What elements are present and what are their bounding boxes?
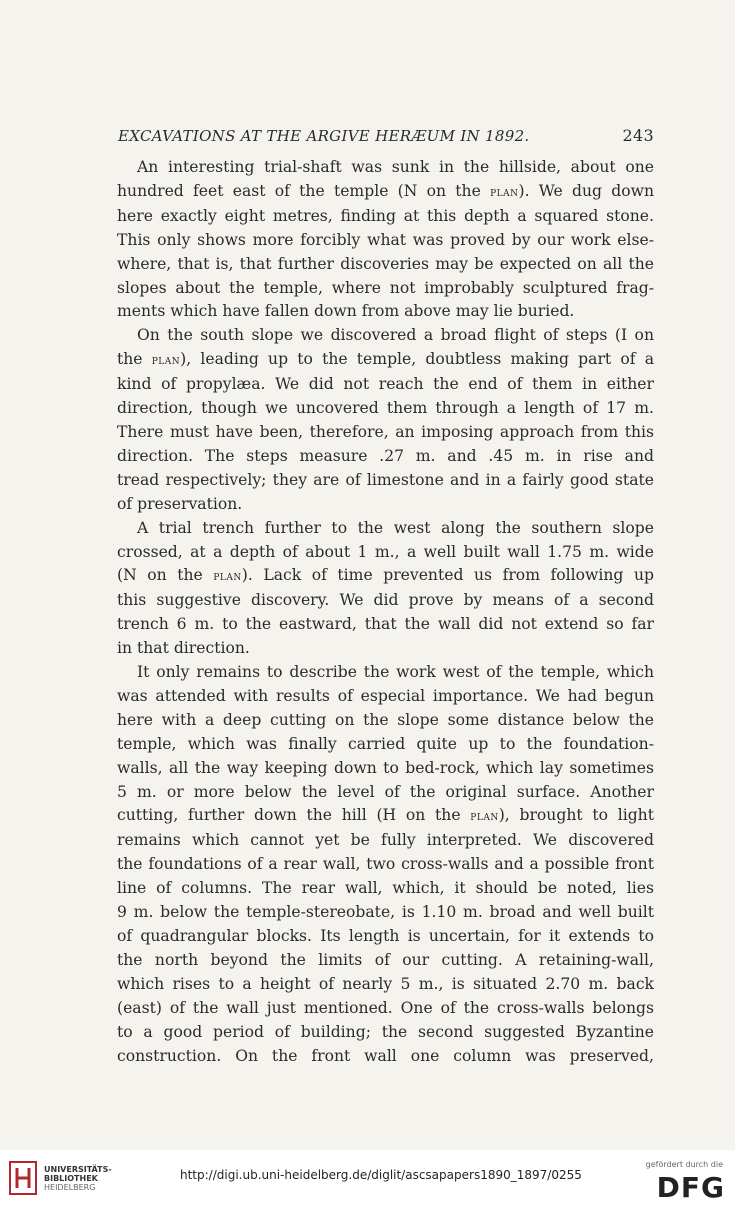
text-line: ments which have fallen down from above may lie buried.: [117, 302, 575, 321]
text-line: An interesting trial-shaft was sunk in the hillside, about one: [137, 158, 654, 176]
text-line: which rises to a height of nearly 5 m., is situated 2.70 m. back: [117, 974, 654, 993]
text-line: hundred feet east of the temple (N on the plan). We dug down: [117, 181, 654, 200]
text-line: to a good period of building; the second suggested Byzantine: [117, 1022, 654, 1041]
plan-reference: plan: [470, 809, 499, 825]
text-line: (east) of the wall just mentioned. One of the cross-walls belongs: [117, 998, 654, 1017]
text-line: (N on the plan). Lack of time prevented us from following up: [117, 566, 654, 585]
plan-reference: plan: [213, 569, 242, 585]
text-line: line of columns. The rear wall, which, it should be noted, lies: [117, 879, 654, 898]
text-line: 5 m. or more below the level of the original surface. Another: [117, 782, 654, 801]
paragraph-2: [117, 324, 654, 516]
text-line: trench 6 m. to the eastward, that the wall did not extend so far: [117, 615, 654, 634]
text-line: in that direction.: [117, 639, 250, 658]
text-line: construction. On the front wall one column was preserved,: [117, 1046, 654, 1065]
text-line: tread respectively; they are of limestone and in a fairly good state: [117, 470, 654, 489]
text-line: where, that is, that further discoveries may be expected on all the: [117, 254, 654, 273]
text-line: temple, which was finally carried quite up to the foundation-: [117, 734, 654, 753]
text-line: walls, all the way keeping down to bed-rock, which lay sometimes: [117, 758, 654, 777]
text-line: was attended with results of especial importance. We had begun: [117, 686, 654, 705]
text-line: kind of propylæa. We did not reach the end of them in either: [117, 375, 654, 394]
text-line: On the south slope we discovered a broad flight of steps (I on: [137, 326, 654, 345]
paragraph-3: [117, 517, 654, 661]
dfg-logo[interactable]: DFG: [656, 1171, 725, 1204]
text-line: slopes about the temple, where not improbably sculptured frag-: [117, 278, 654, 297]
text-line: 9 m. below the temple-stereobate, is 1.10 m. broad and well built: [117, 903, 654, 922]
body-text: [117, 156, 654, 1068]
text-line: the foundations of a rear wall, two cross-walls and a possible front: [117, 855, 654, 874]
text-line: remains which cannot yet be fully interpreted. We discovered: [117, 831, 654, 850]
text-line: this suggestive discovery. We did prove by means of a second: [117, 591, 654, 610]
running-header: [118, 126, 654, 152]
university-library-logo-icon: [8, 1160, 38, 1196]
text-line: A trial trench further to the west along the southern slope: [137, 518, 654, 537]
text-line: the north beyond the limits of our cutting. A retaining-wall,: [117, 950, 654, 969]
text-line: crossed, at a depth of about 1 m., a well built wall 1.75 m. wide: [117, 542, 654, 561]
text-line: of preservation.: [117, 494, 243, 513]
plan-reference: plan: [151, 353, 181, 369]
text-line: This only shows more forcibly what was proved by our work else-: [117, 230, 654, 249]
plan-reference: plan: [490, 184, 519, 200]
viewer-footer: [0, 1150, 735, 1206]
text-line: There must have been, therefore, an imposing approach from this: [117, 422, 654, 441]
text-line: cutting, further down the hill (H on the plan), brought to light: [117, 806, 654, 825]
text-line: here with a deep cutting on the slope some distance below the: [117, 710, 654, 729]
running-title: EXCAVATIONS AT THE ARGIVE HERÆUM IN 1892.: [118, 127, 530, 145]
permalink-url[interactable]: http://digi.ub.uni-heidelberg.de/diglit/ascsapapers1890_1897/0255: [180, 1168, 582, 1182]
text-line: of quadrangular blocks. Its length is uncertain, for it extends to: [117, 927, 654, 945]
text-line: the plan), leading up to the temple, doubtless making part of a: [117, 350, 654, 369]
text-line: direction. The steps measure .27 m. and .45 m. in rise and: [117, 446, 654, 465]
library-name[interactable]: UNIVERSITÄTS- BIBLIOTHEK HEIDELBERG: [44, 1165, 112, 1192]
text-line: here exactly eight metres, finding at this depth a squared stone.: [117, 206, 654, 225]
text-line: direction, though we uncovered them through a length of 17 m.: [117, 399, 654, 418]
paragraph-1: [117, 156, 654, 324]
paragraph-4: [117, 661, 654, 1068]
funded-by-label: gefördert durch die: [645, 1160, 723, 1169]
page-number: 243: [622, 126, 654, 145]
text-line: It only remains to describe the work west of the temple, which: [137, 663, 654, 682]
